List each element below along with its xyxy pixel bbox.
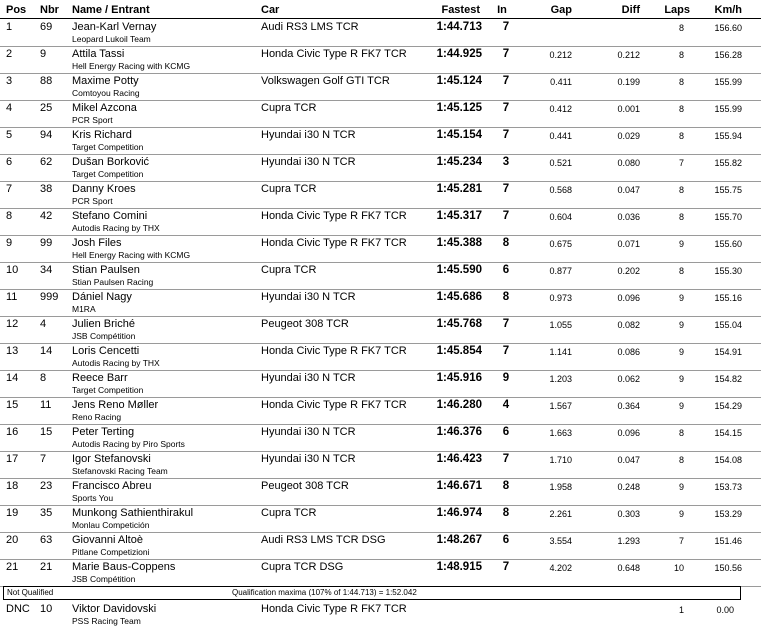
row-car: Hyundai i30 N TCR	[261, 453, 356, 465]
row-gap: 1.055	[549, 320, 572, 330]
dnc-laps: 1	[678, 605, 684, 615]
row-driver-name: Danny Kroes	[72, 183, 136, 195]
header-gap: Gap	[550, 4, 572, 16]
row-gap: 0.877	[549, 266, 572, 276]
row-fastest-lap: 1:45.768	[436, 318, 482, 330]
row-laps: 9	[678, 293, 684, 303]
row-car: Cupra TCR	[261, 264, 317, 276]
row-kmh: 154.91	[714, 347, 742, 357]
row-pos: 3	[6, 75, 13, 87]
row-in-lap: 6	[502, 426, 510, 438]
row-laps: 8	[678, 212, 684, 222]
row-car: Honda Civic Type R FK7 TCR	[261, 237, 407, 249]
row-kmh: 155.70	[714, 212, 742, 222]
row-in-lap: 7	[502, 183, 510, 195]
row-diff: 0.202	[617, 266, 640, 276]
result-row	[0, 451, 761, 479]
row-kmh: 155.16	[714, 293, 742, 303]
row-laps: 8	[678, 77, 684, 87]
row-laps: 9	[678, 347, 684, 357]
row-laps: 10	[673, 563, 684, 573]
row-kmh: 155.75	[714, 185, 742, 195]
row-diff: 0.080	[617, 158, 640, 168]
row-entrant: PCR Sport	[72, 115, 113, 125]
row-car: Hyundai i30 N TCR	[261, 129, 356, 141]
row-driver-name: Loris Cencetti	[72, 345, 140, 357]
row-laps: 8	[678, 185, 684, 195]
row-fastest-lap: 1:46.280	[436, 399, 482, 411]
row-pos: 10	[6, 264, 19, 276]
row-pos: 17	[6, 453, 19, 465]
result-row	[0, 370, 761, 398]
row-fastest-lap: 1:45.125	[436, 102, 482, 114]
row-in-lap: 7	[502, 21, 510, 33]
row-nbr: 42	[40, 210, 53, 222]
row-in-lap: 7	[502, 48, 510, 60]
row-fastest-lap: 1:46.423	[436, 453, 482, 465]
row-laps: 9	[678, 482, 684, 492]
row-car: Honda Civic Type R FK7 TCR	[261, 399, 407, 411]
row-gap: 1.567	[549, 401, 572, 411]
row-pos: 8	[6, 210, 13, 222]
row-nbr: 94	[40, 129, 53, 141]
row-pos: 7	[6, 183, 13, 195]
row-entrant: Target Competition	[72, 169, 144, 179]
row-nbr: 999	[40, 291, 59, 303]
row-in-lap: 4	[502, 399, 510, 411]
row-fastest-lap: 1:46.376	[436, 426, 482, 438]
row-diff: 0.096	[617, 428, 640, 438]
row-pos: 11	[6, 291, 18, 303]
row-car: Audi RS3 LMS TCR	[261, 21, 359, 33]
row-in-lap: 3	[502, 156, 510, 168]
row-entrant: Autodis Racing by Piro Sports	[72, 439, 185, 449]
row-driver-name: Peter Terting	[72, 426, 135, 438]
row-in-lap: 8	[502, 291, 510, 303]
row-pos: 14	[6, 372, 19, 384]
row-pos: 18	[6, 480, 19, 492]
row-nbr: 69	[40, 21, 53, 33]
row-driver-name: Maxime Potty	[72, 75, 139, 87]
row-fastest-lap: 1:45.317	[436, 210, 482, 222]
row-fastest-lap: 1:45.281	[436, 183, 482, 195]
row-nbr: 15	[40, 426, 53, 438]
row-kmh: 156.28	[714, 50, 742, 60]
row-driver-name: Francisco Abreu	[72, 480, 152, 492]
result-row	[0, 424, 761, 452]
row-driver-name: Dušan Borković	[72, 156, 150, 168]
row-laps: 9	[678, 509, 684, 519]
row-kmh: 151.46	[714, 536, 742, 546]
row-pos: 21	[6, 561, 19, 573]
not-qualified-banner	[3, 586, 741, 600]
result-row	[0, 532, 761, 560]
header-fastest: Fastest	[441, 4, 480, 16]
row-entrant: Reno Racing	[72, 412, 122, 422]
header-pos: Pos	[6, 4, 27, 16]
row-laps: 9	[678, 401, 684, 411]
row-pos: 15	[6, 399, 19, 411]
row-nbr: 4	[40, 318, 47, 330]
row-diff: 0.303	[617, 509, 640, 519]
result-row	[0, 46, 761, 74]
row-in-lap: 6	[502, 264, 510, 276]
row-laps: 7	[678, 158, 684, 168]
row-pos: 2	[6, 48, 13, 60]
row-driver-name: Giovanni Altoè	[72, 534, 143, 546]
row-pos: 9	[6, 237, 13, 249]
row-entrant: Comtoyou Racing	[72, 88, 140, 98]
row-nbr: 35	[40, 507, 53, 519]
row-driver-name: Stefano Comini	[72, 210, 148, 222]
row-driver-name: Igor Stefanovski	[72, 453, 151, 465]
results-table-header	[0, 4, 761, 19]
not-qualified-label: Not Qualified	[7, 588, 54, 597]
row-laps: 9	[678, 320, 684, 330]
dnc-row	[0, 601, 761, 628]
row-kmh: 155.82	[714, 158, 742, 168]
result-row	[0, 19, 761, 47]
row-fastest-lap: 1:44.925	[436, 48, 482, 60]
row-in-lap: 7	[502, 75, 510, 87]
result-row	[0, 262, 761, 290]
row-gap: 0.675	[549, 239, 572, 249]
row-laps: 8	[678, 428, 684, 438]
row-kmh: 155.60	[714, 239, 742, 249]
row-laps: 8	[678, 23, 684, 33]
row-entrant: Leopard Lukoil Team	[72, 34, 151, 44]
row-kmh: 154.29	[714, 401, 742, 411]
row-gap: 4.202	[549, 563, 572, 573]
header-diff: Diff	[621, 4, 640, 16]
row-in-lap: 7	[502, 561, 510, 573]
row-car: Volkswagen Golf GTI TCR	[261, 75, 390, 87]
row-driver-name: Julien Briché	[72, 318, 135, 330]
row-gap: 0.412	[549, 104, 572, 114]
result-row	[0, 343, 761, 371]
row-kmh: 155.04	[714, 320, 742, 330]
row-laps: 9	[678, 239, 684, 249]
row-diff: 1.293	[617, 536, 640, 546]
result-row	[0, 397, 761, 425]
row-car: Honda Civic Type R FK7 TCR	[261, 210, 407, 222]
row-kmh: 150.56	[714, 563, 742, 573]
row-entrant: Hell Energy Racing with KCMG	[72, 61, 191, 71]
row-driver-name: Jens Reno Møller	[72, 399, 159, 411]
row-diff: 0.047	[617, 455, 640, 465]
row-laps: 8	[678, 50, 684, 60]
row-fastest-lap: 1:45.916	[436, 372, 482, 384]
row-diff: 0.062	[617, 374, 640, 384]
row-car: Honda Civic Type R FK7 TCR	[261, 345, 407, 357]
dnc-car: Honda Civic Type R FK7 TCR	[261, 603, 407, 615]
row-car: Cupra TCR	[261, 507, 317, 519]
header-laps: Laps	[664, 4, 690, 16]
row-in-lap: 9	[502, 372, 510, 384]
row-entrant: Stian Paulsen Racing	[72, 277, 154, 287]
row-diff: 0.047	[617, 185, 640, 195]
result-row	[0, 316, 761, 344]
row-diff: 0.029	[617, 131, 640, 141]
row-diff: 0.364	[617, 401, 640, 411]
row-car: Cupra TCR	[261, 102, 317, 114]
row-entrant: Autodis Racing by THX	[72, 223, 160, 233]
row-nbr: 23	[40, 480, 53, 492]
row-nbr: 34	[40, 264, 53, 276]
row-entrant: Stefanovski Racing Team	[72, 466, 168, 476]
header-car: Car	[261, 4, 280, 16]
row-pos: 1	[6, 21, 13, 33]
row-fastest-lap: 1:45.388	[436, 237, 482, 249]
row-laps: 7	[678, 536, 684, 546]
row-diff: 0.086	[617, 347, 640, 357]
row-pos: 5	[6, 129, 13, 141]
row-nbr: 88	[40, 75, 53, 87]
row-in-lap: 8	[502, 507, 510, 519]
row-entrant: Target Competition	[72, 142, 144, 152]
row-car: Hyundai i30 N TCR	[261, 291, 356, 303]
result-row	[0, 505, 761, 533]
row-kmh: 153.29	[714, 509, 742, 519]
header-name: Name / Entrant	[72, 4, 150, 16]
row-in-lap: 7	[502, 453, 510, 465]
row-gap: 0.441	[549, 131, 572, 141]
row-fastest-lap: 1:45.234	[436, 156, 482, 168]
result-row	[0, 127, 761, 155]
row-laps: 9	[678, 374, 684, 384]
result-row	[0, 559, 761, 587]
row-fastest-lap: 1:45.124	[436, 75, 482, 87]
dnc-kmh: 0.00	[716, 605, 734, 615]
row-gap: 3.554	[549, 536, 572, 546]
row-gap: 0.521	[549, 158, 572, 168]
row-kmh: 155.94	[714, 131, 742, 141]
header-in: In	[497, 4, 507, 16]
row-nbr: 99	[40, 237, 53, 249]
row-diff: 0.071	[617, 239, 640, 249]
row-diff: 0.096	[617, 293, 640, 303]
row-car: Peugeot 308 TCR	[261, 318, 349, 330]
row-kmh: 154.08	[714, 455, 742, 465]
row-car: Hyundai i30 N TCR	[261, 372, 356, 384]
row-gap: 0.568	[549, 185, 572, 195]
row-gap: 1.141	[549, 347, 572, 357]
row-entrant: Target Competition	[72, 385, 144, 395]
row-diff: 0.248	[617, 482, 640, 492]
result-row	[0, 73, 761, 101]
row-kmh: 153.73	[714, 482, 742, 492]
row-fastest-lap: 1:46.671	[436, 480, 482, 492]
result-row	[0, 100, 761, 128]
row-nbr: 63	[40, 534, 53, 546]
dnc-entrant: PSS Racing Team	[72, 616, 141, 626]
row-driver-name: Munkong Sathienthirakul	[72, 507, 194, 519]
row-driver-name: Jean-Karl Vernay	[72, 21, 157, 33]
row-driver-name: Stian Paulsen	[72, 264, 140, 276]
row-in-lap: 7	[502, 102, 510, 114]
row-entrant: Autodis Racing by THX	[72, 358, 160, 368]
result-row	[0, 478, 761, 506]
row-in-lap: 8	[502, 480, 510, 492]
row-fastest-lap: 1:45.154	[436, 129, 482, 141]
row-fastest-lap: 1:45.686	[436, 291, 482, 303]
dnc-driver-name: Viktor Davidovski	[72, 603, 157, 615]
result-row	[0, 181, 761, 209]
row-nbr: 38	[40, 183, 53, 195]
row-gap: 0.973	[549, 293, 572, 303]
row-fastest-lap: 1:48.267	[436, 534, 482, 546]
row-in-lap: 7	[502, 318, 510, 330]
row-fastest-lap: 1:48.915	[436, 561, 482, 573]
row-kmh: 154.15	[714, 428, 742, 438]
row-entrant: JSB Compétition	[72, 574, 136, 584]
row-fastest-lap: 1:45.590	[436, 264, 482, 276]
row-kmh: 155.99	[714, 104, 742, 114]
row-in-lap: 6	[502, 534, 510, 546]
row-nbr: 11	[40, 399, 52, 411]
row-laps: 8	[678, 104, 684, 114]
row-kmh: 154.82	[714, 374, 742, 384]
row-car: Audi RS3 LMS TCR DSG	[261, 534, 386, 546]
row-driver-name: Attila Tassi	[72, 48, 125, 60]
row-fastest-lap: 1:44.713	[436, 21, 482, 33]
row-nbr: 25	[40, 102, 53, 114]
row-driver-name: Reece Barr	[72, 372, 128, 384]
row-gap: 1.203	[549, 374, 572, 384]
row-laps: 8	[678, 266, 684, 276]
row-gap: 1.710	[549, 455, 572, 465]
row-diff: 0.082	[617, 320, 640, 330]
row-in-lap: 7	[502, 345, 510, 357]
row-in-lap: 7	[502, 210, 510, 222]
row-diff: 0.648	[617, 563, 640, 573]
row-fastest-lap: 1:46.974	[436, 507, 482, 519]
row-gap: 0.212	[549, 50, 572, 60]
row-car: Hyundai i30 N TCR	[261, 156, 356, 168]
row-entrant: Monlau Competición	[72, 520, 150, 530]
row-diff: 0.001	[617, 104, 640, 114]
row-car: Hyundai i30 N TCR	[261, 426, 356, 438]
row-nbr: 9	[40, 48, 47, 60]
row-entrant: Hell Energy Racing with KCMG	[72, 250, 191, 260]
row-driver-name: Josh Files	[72, 237, 122, 249]
row-pos: 4	[6, 102, 13, 114]
row-nbr: 8	[40, 372, 47, 384]
result-row	[0, 289, 761, 317]
row-car: Cupra TCR DSG	[261, 561, 344, 573]
row-nbr: 7	[40, 453, 47, 465]
row-in-lap: 8	[502, 237, 510, 249]
row-kmh: 155.30	[714, 266, 742, 276]
qualification-maxima-note: Qualification maxima (107% of 1:44.713) = 1:52.042	[232, 588, 417, 597]
result-row	[0, 208, 761, 236]
row-gap: 1.958	[549, 482, 572, 492]
row-driver-name: Marie Baus-Coppens	[72, 561, 176, 573]
row-kmh: 156.60	[714, 23, 742, 33]
row-pos: 16	[6, 426, 19, 438]
row-pos: 20	[6, 534, 19, 546]
row-entrant: Sports You	[72, 493, 114, 503]
result-row	[0, 235, 761, 263]
row-pos: 13	[6, 345, 19, 357]
row-kmh: 155.99	[714, 77, 742, 87]
row-nbr: 21	[40, 561, 53, 573]
row-gap: 0.411	[550, 77, 572, 87]
header-nbr: Nbr	[40, 4, 59, 16]
row-in-lap: 7	[502, 129, 510, 141]
row-pos: 12	[6, 318, 19, 330]
row-driver-name: Mikel Azcona	[72, 102, 137, 114]
row-entrant: Pitlane Competizioni	[72, 547, 150, 557]
row-fastest-lap: 1:45.854	[436, 345, 482, 357]
row-driver-name: Dániel Nagy	[72, 291, 132, 303]
result-row	[0, 154, 761, 182]
row-entrant: JSB Compétition	[72, 331, 136, 341]
dnc-nbr: 10	[40, 603, 53, 615]
row-diff: 0.036	[617, 212, 640, 222]
row-laps: 8	[678, 455, 684, 465]
row-gap: 0.604	[549, 212, 572, 222]
row-gap: 1.663	[549, 428, 572, 438]
row-gap: 2.261	[549, 509, 572, 519]
row-car: Cupra TCR	[261, 183, 317, 195]
row-laps: 8	[678, 131, 684, 141]
row-car: Peugeot 308 TCR	[261, 480, 349, 492]
row-diff: 0.199	[617, 77, 640, 87]
row-entrant: M1RA	[72, 304, 96, 314]
row-car: Honda Civic Type R FK7 TCR	[261, 48, 407, 60]
row-diff: 0.212	[617, 50, 640, 60]
row-pos: 19	[6, 507, 19, 519]
row-entrant: PCR Sport	[72, 196, 113, 206]
row-nbr: 14	[40, 345, 53, 357]
dnc-pos: DNC	[6, 603, 30, 615]
header-kmh: Km/h	[714, 4, 742, 16]
row-pos: 6	[6, 156, 13, 168]
row-driver-name: Kris Richard	[72, 129, 132, 141]
row-nbr: 62	[40, 156, 53, 168]
